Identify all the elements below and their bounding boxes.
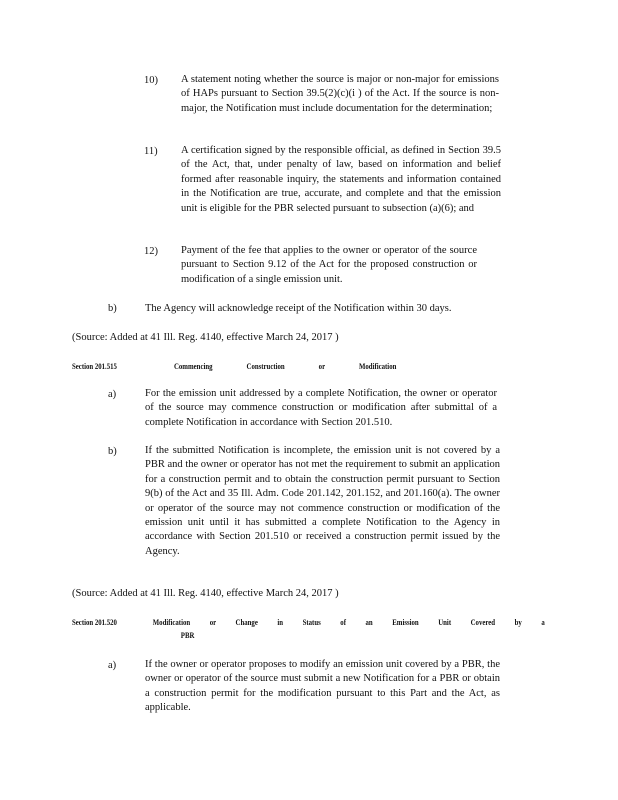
- paragraph-label: a): [108, 389, 117, 400]
- subsection-label: b): [108, 303, 117, 314]
- item-text: A statement noting whether the source is major or non-major for emissions of HAPs pursuant to Section 39.5(2)(c)(i ) of the Act. If the source is non-major, the Notification must include documentation for the determination;: [181, 74, 499, 114]
- paragraph-text: If the owner or operator proposes to modify an emission unit covered by a PBR, the owner or operator of the source must submit a new Notification for a PBR or obtain a construction permit for the modification pursuant to this Part and the Act, as applicable.: [145, 659, 500, 714]
- source-note: (Source: Added at 41 Ill. Reg. 4140, effective March 24, 2017 ): [72, 588, 339, 599]
- paragraph-label: b): [108, 446, 117, 457]
- section-title: Modification or Change in Status of an Emission Unit Covered by a: [152, 618, 545, 627]
- subsection-text: The Agency will acknowledge receipt of the Notification within 30 days.: [145, 303, 452, 314]
- paragraph-text: For the emission unit addressed by a complete Notification, the owner or operator of the source may commence construction or modification after submittal of a complete Notification in accordance with Section 201.510.: [145, 388, 497, 428]
- section-number: Section 201.520: [72, 618, 117, 627]
- paragraph-label: a): [108, 660, 117, 671]
- item-text: Payment of the fee that applies to the owner or operator of the source pursuant to Section 9.12 of the Act for the proposed construction or modification of a single emission unit.: [181, 245, 477, 285]
- section-number: Section 201.515: [72, 362, 117, 371]
- item-number: 12): [144, 246, 158, 257]
- source-note: (Source: Added at 41 Ill. Reg. 4140, effective March 24, 2017 ): [72, 332, 339, 343]
- item-number: 10): [144, 75, 158, 86]
- item-number: 11): [144, 146, 158, 157]
- section-title-continued: PBR: [180, 631, 195, 640]
- paragraph-text: If the submitted Notification is incomplete, the emission unit is not covered by a PBR and the owner or operator has not met the requirement to submit an application for a construction permit and to obtain the construction permit pursuant to Section 9(b) of the Act and 35 Ill. Adm. Code 201.142, 201.152, and 201.160(a). The owner or operator of the source may not commence construction or modification of the emission unit until it has submitted a complete Notification to the Agency in accordance with Section 201.510 or received a construction permit issued by the Agency.: [145, 445, 500, 557]
- section-title: Commencing Construction or Modification: [174, 362, 397, 371]
- item-text: A certification signed by the responsible official, as defined in Section 39.5 of the Act, that, under penalty of law, based on information and belief formed after reasonable inquiry, the statements and information contained in the Notification are true, accurate, and complete and that the emission unit is eligible for the PBR selected pursuant to subsection (a)(6); and: [181, 145, 501, 214]
